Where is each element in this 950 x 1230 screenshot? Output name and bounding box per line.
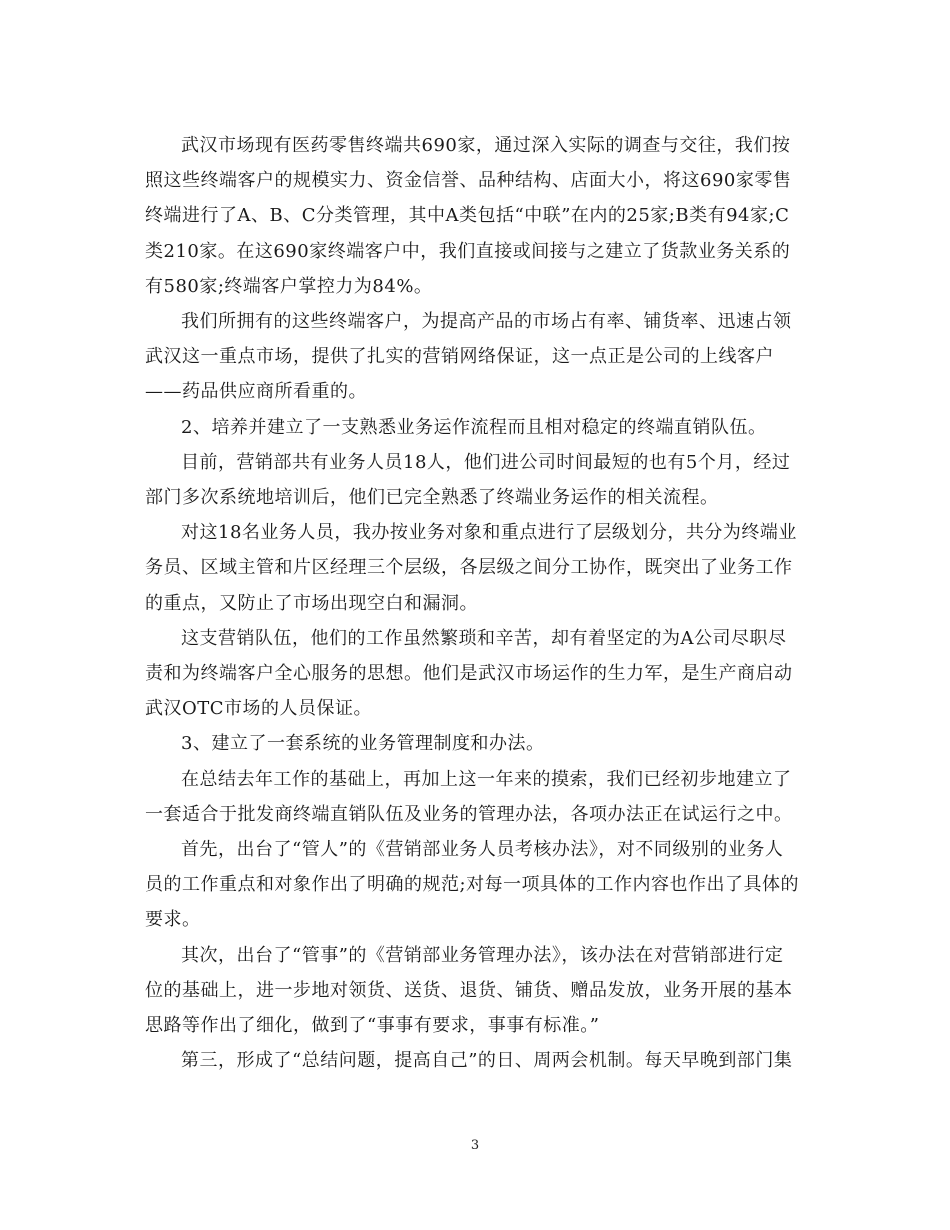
text-line: 思路等作出了细化，做到了“事事有要求，事事有标准。” (145, 1015, 600, 1037)
text-line: 员的工作重点和对象作出了明确的规范;对每一项具体的工作内容也作出了具体的 (145, 874, 800, 896)
text-line: 位的基础上，进一步地对领货、送货、退货、铺货、赠品发放，业务开展的基本 (145, 979, 793, 1001)
text-line: 其次，出台了“管事”的《营销部业务管理办法》，该办法在对营销部进行定 (181, 944, 784, 966)
text-line: 首先，出台了“管人”的《营销部业务人员考核办法》，对不同级别的业务人 (181, 839, 784, 861)
document-body (145, 128, 805, 1078)
text-line: 类210家。在这690家终端客户中，我们直接或间接与之建立了货款业务关系的 (145, 240, 791, 262)
page-number: 3 (470, 1138, 480, 1153)
text-line: 武汉市场现有医药零售终端共690家，通过深入实际的调查与交往，我们按 (181, 135, 791, 156)
text-line: 2、培养并建立了一支熟悉业务运作流程而且相对稳定的终端直销队伍。 (181, 416, 767, 438)
text-line: ——药品供应商所看重的。 (145, 381, 367, 403)
paragraph (145, 445, 805, 515)
text-line: 在总结去年工作的基础上，再加上这一年来的摸索，我们已经初步地建立了 (181, 768, 792, 790)
text-line: 我们所拥有的这些终端客户，为提高产品的市场占有率、铺货率、迅速占领 (181, 311, 792, 333)
text-line: 务员、区域主管和片区经理三个层级，各层级之间分工协作，既突出了业务工作 (145, 557, 793, 579)
paragraph (145, 832, 805, 938)
paragraph (145, 938, 805, 1044)
text-line: 这支营销队伍，他们的工作虽然繁琐和辛苦，却有着坚定的为A公司尽职尽 (181, 627, 787, 649)
text-line: 一套适合于批发商终端直销队伍及业务的管理办法，各项办法正在试运行之中。 (145, 803, 793, 825)
text-line: 责和为终端客户全心服务的思想。他们是武汉市场运作的生力军，是生产商启动 (145, 663, 793, 685)
text-line: 照这些终端客户的规模实力、资金信誉、品种结构、店面大小，将这690家零售 (145, 170, 792, 192)
paragraph (145, 304, 805, 410)
text-line: 要求。 (145, 909, 201, 931)
paragraph (145, 726, 805, 761)
paragraph (145, 762, 805, 832)
paragraph (145, 1043, 805, 1078)
text-line: 有580家;终端客户掌控力为84%。 (145, 275, 433, 297)
text-line: 对这18名业务人员，我办按业务对象和重点进行了层级划分，共分为终端业 (181, 522, 797, 544)
text-line: 终端进行了A、B、C分类管理，其中A类包括“中联”在内的25家;B类有94家;C (145, 205, 790, 227)
text-line: 的重点，又防止了市场出现空白和漏洞。 (145, 592, 478, 614)
paragraph (145, 128, 805, 304)
paragraph (145, 410, 805, 445)
paragraph (145, 621, 805, 727)
text-line: 3、建立了一套系统的业务管理制度和办法。 (181, 733, 545, 755)
paragraph (145, 515, 805, 621)
text-line: 目前，营销部共有业务人员18人，他们进公司时间最短的也有5个月，经过 (181, 451, 791, 473)
text-line: 武汉OTC市场的人员保证。 (145, 698, 373, 720)
text-line: 部门多次系统地培训后，他们已完全熟悉了终端业务运作的相关流程。 (145, 487, 719, 509)
text-line: 武汉这一重点市场，提供了扎实的营销网络保证，这一点正是公司的上线客户 (145, 346, 774, 368)
text-line: 第三，形成了“总结问题，提高自己”的日、周两会机制。每天早晚到部门集 (181, 1050, 793, 1072)
